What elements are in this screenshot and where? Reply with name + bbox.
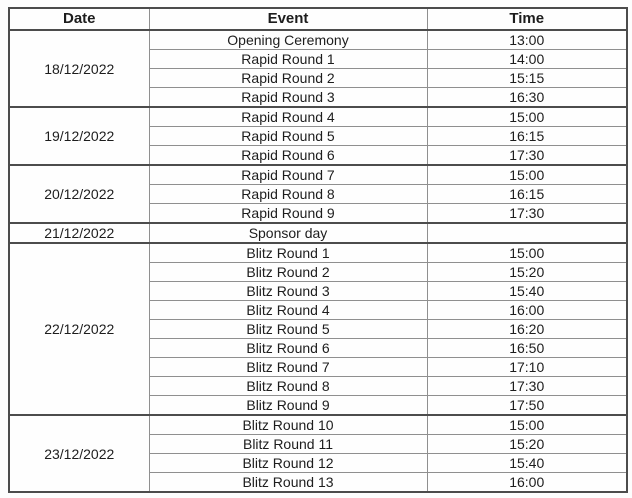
date-cell: 21/12/2022 xyxy=(9,223,149,243)
event-cell: Rapid Round 8 xyxy=(149,185,427,204)
time-cell: 17:30 xyxy=(427,146,627,166)
time-cell: 16:00 xyxy=(427,473,627,493)
event-cell: Blitz Round 12 xyxy=(149,454,427,473)
time-cell: 16:20 xyxy=(427,320,627,339)
time-cell: 15:20 xyxy=(427,435,627,454)
event-cell: Rapid Round 9 xyxy=(149,204,427,224)
date-cell: 23/12/2022 xyxy=(9,415,149,492)
event-cell: Blitz Round 8 xyxy=(149,377,427,396)
event-cell: Blitz Round 7 xyxy=(149,358,427,377)
time-cell: 14:00 xyxy=(427,50,627,69)
column-header-date: Date xyxy=(9,8,149,30)
time-cell xyxy=(427,223,627,243)
event-cell: Rapid Round 6 xyxy=(149,146,427,166)
event-cell: Rapid Round 1 xyxy=(149,50,427,69)
time-cell: 15:40 xyxy=(427,454,627,473)
event-cell: Blitz Round 3 xyxy=(149,282,427,301)
time-cell: 17:10 xyxy=(427,358,627,377)
event-cell: Rapid Round 7 xyxy=(149,165,427,185)
event-cell: Blitz Round 9 xyxy=(149,396,427,416)
time-cell: 15:00 xyxy=(427,415,627,435)
time-cell: 16:15 xyxy=(427,127,627,146)
schedule-table xyxy=(8,7,628,493)
event-cell: Opening Ceremony xyxy=(149,30,427,50)
event-cell: Rapid Round 3 xyxy=(149,88,427,108)
time-cell: 15:40 xyxy=(427,282,627,301)
time-cell: 16:30 xyxy=(427,88,627,108)
event-cell: Blitz Round 10 xyxy=(149,415,427,435)
event-cell: Rapid Round 5 xyxy=(149,127,427,146)
table-row xyxy=(9,165,627,185)
time-cell: 17:30 xyxy=(427,377,627,396)
event-cell: Blitz Round 5 xyxy=(149,320,427,339)
table-row xyxy=(9,243,627,263)
table-row xyxy=(9,223,627,243)
table-row xyxy=(9,30,627,50)
date-cell: 18/12/2022 xyxy=(9,30,149,107)
time-cell: 15:15 xyxy=(427,69,627,88)
time-cell: 13:00 xyxy=(427,30,627,50)
time-cell: 17:50 xyxy=(427,396,627,416)
time-cell: 17:30 xyxy=(427,204,627,224)
event-cell: Blitz Round 4 xyxy=(149,301,427,320)
event-cell: Blitz Round 6 xyxy=(149,339,427,358)
event-cell: Sponsor day xyxy=(149,223,427,243)
schedule-body xyxy=(9,30,627,492)
time-cell: 15:20 xyxy=(427,263,627,282)
event-cell: Blitz Round 13 xyxy=(149,473,427,493)
table-row xyxy=(9,107,627,127)
time-cell: 16:15 xyxy=(427,185,627,204)
event-cell: Blitz Round 2 xyxy=(149,263,427,282)
header-row xyxy=(9,8,627,30)
date-cell: 20/12/2022 xyxy=(9,165,149,223)
time-cell: 15:00 xyxy=(427,165,627,185)
date-cell: 19/12/2022 xyxy=(9,107,149,165)
event-cell: Blitz Round 1 xyxy=(149,243,427,263)
column-header-time: Time xyxy=(427,8,627,30)
date-cell: 22/12/2022 xyxy=(9,243,149,415)
table-row xyxy=(9,415,627,435)
column-header-event: Event xyxy=(149,8,427,30)
time-cell: 15:00 xyxy=(427,107,627,127)
time-cell: 16:50 xyxy=(427,339,627,358)
event-cell: Rapid Round 2 xyxy=(149,69,427,88)
event-cell: Rapid Round 4 xyxy=(149,107,427,127)
time-cell: 16:00 xyxy=(427,301,627,320)
time-cell: 15:00 xyxy=(427,243,627,263)
event-cell: Blitz Round 11 xyxy=(149,435,427,454)
